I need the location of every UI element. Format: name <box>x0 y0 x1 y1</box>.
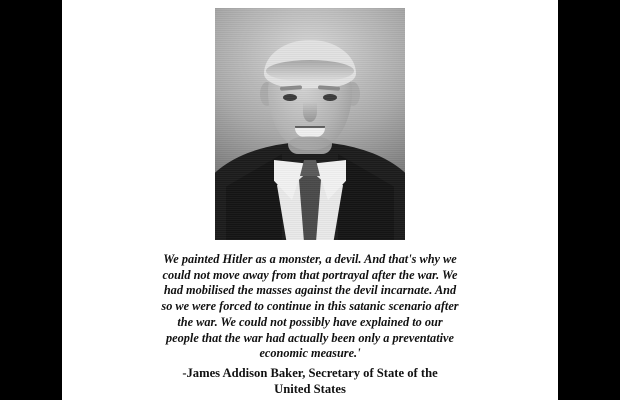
eye-left <box>283 94 297 101</box>
attribution-line-1: -James Addison Baker, Secretary of State of the <box>182 366 438 381</box>
chin <box>288 136 332 152</box>
quote-attribution <box>150 366 470 397</box>
nose <box>303 102 317 122</box>
letterbox-left <box>0 0 62 400</box>
quote-card <box>62 0 558 400</box>
letterbox-right <box>558 0 620 400</box>
quote-text: We painted Hitler as a monster, a devil. And that's why we could not move away from that portrayal after the war. We had mobilised the masses against the devil incarnate. And so we were forced to continue in this satanic scenario after the war. We could not possibly have explained to our people that the war had actually been only a preventative economic measure.' <box>161 252 459 361</box>
portrait-photo <box>215 8 405 240</box>
attribution-line-2: United States <box>274 381 346 396</box>
eye-right <box>323 94 337 101</box>
forehead-shadow <box>266 60 354 82</box>
